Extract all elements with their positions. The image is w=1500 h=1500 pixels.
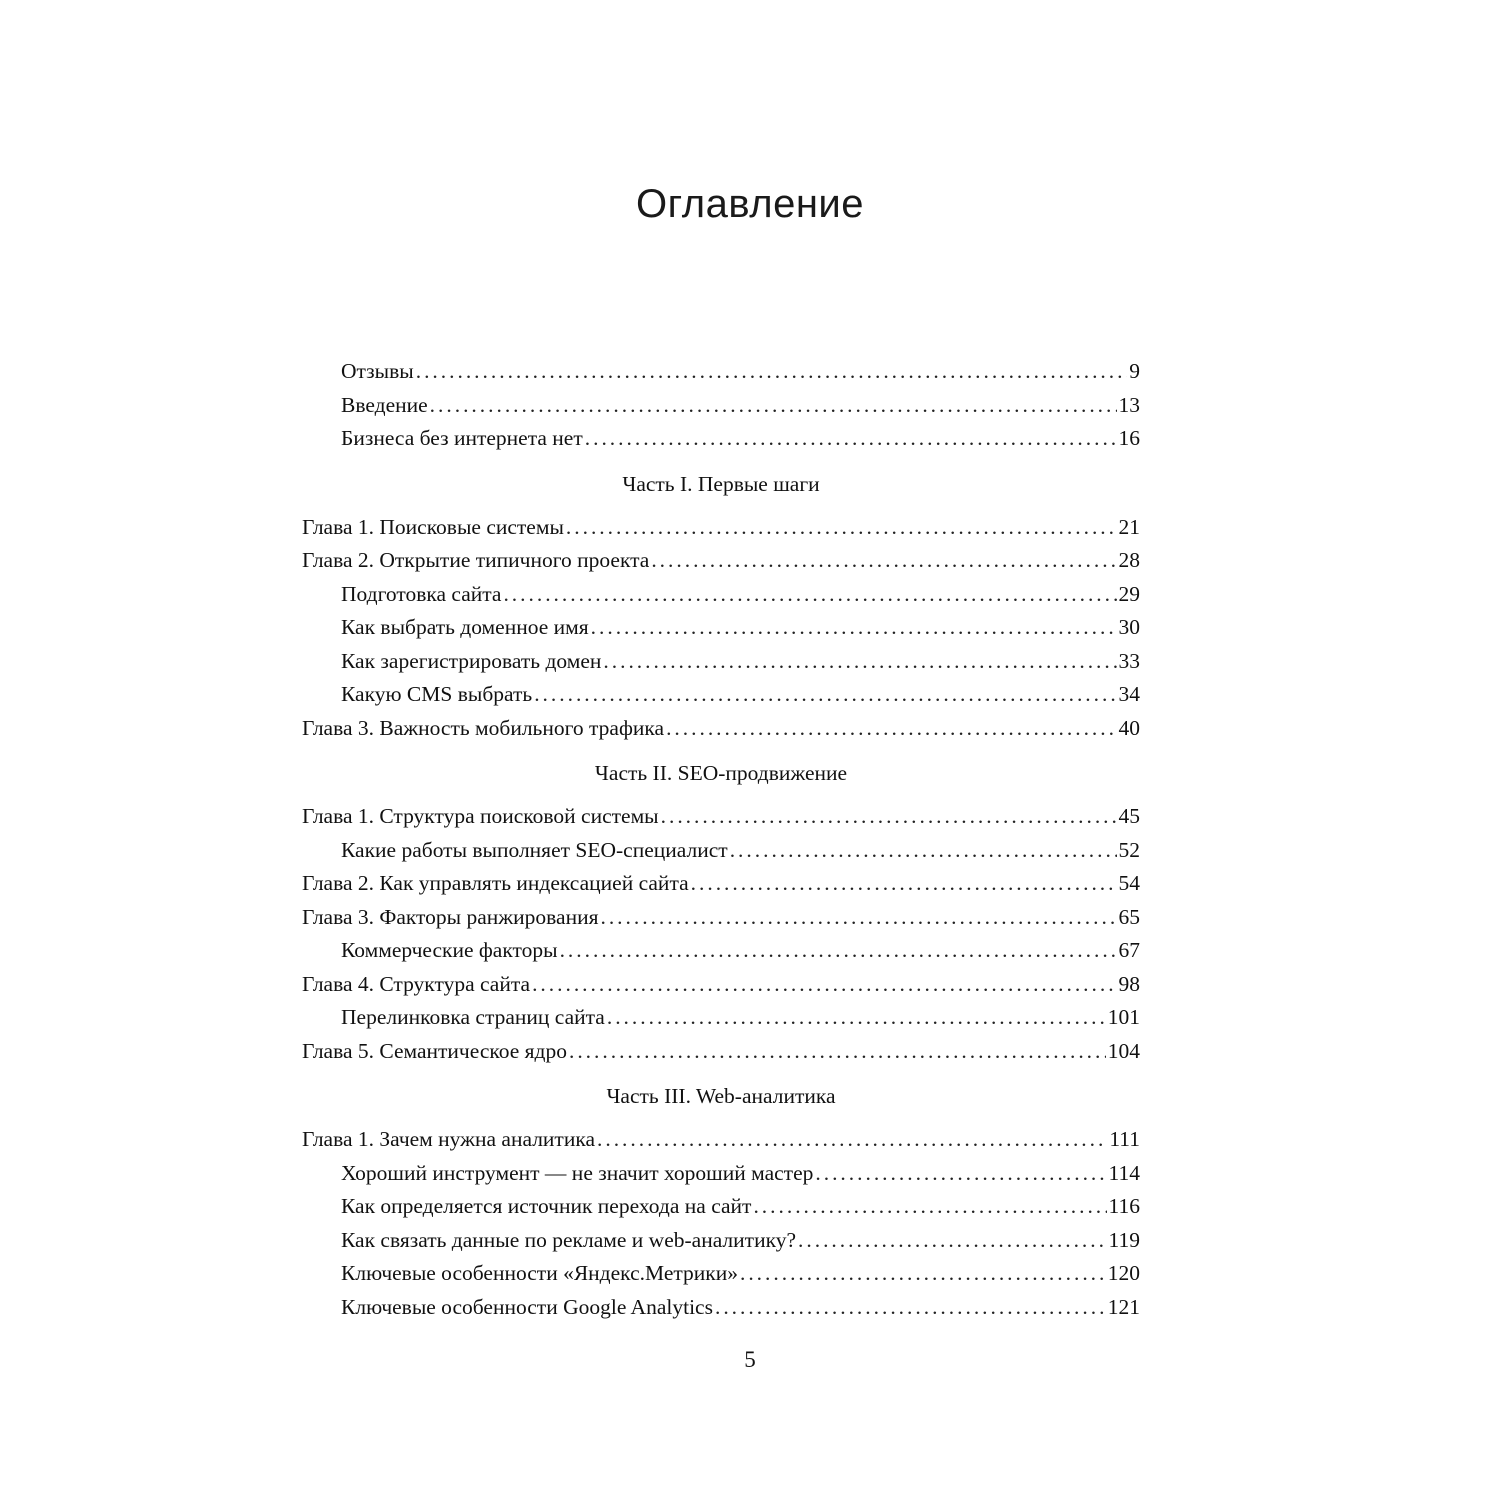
toc-entry-page: 33 [1118,648,1140,673]
toc-entry-title: Как связать данные по рекламе и web-аналитику? [341,1227,797,1252]
toc-entry [302,1190,1140,1224]
toc-entry-title: Перелинковка страниц сайта [341,1005,605,1029]
dot-leader [798,1224,1107,1258]
toc-entry [302,389,1140,423]
toc-entry-page: 54 [1118,871,1140,895]
dot-leader [503,578,1116,612]
toc-entry-title: Глава 1. Поисковые системы [302,514,564,539]
toc-entry-title: Бизнеса без интернета нет [341,426,583,450]
toc-entry-title: Ключевые особенности Google Analytics [341,1294,713,1319]
dot-leader [591,611,1117,645]
toc-entry-title: Как определяется источник перехода на сайт [341,1194,752,1218]
toc-entry-page: 28 [1118,548,1140,572]
dot-leader [715,1291,1106,1325]
toc-entry-page: 101 [1107,1005,1140,1029]
dot-leader [661,800,1117,834]
dot-leader [740,1257,1106,1291]
page-number: 5 [744,1347,756,1372]
toc-entry [302,1291,1140,1325]
dot-leader [560,934,1117,968]
page-title: Оглавление [635,182,864,226]
toc-entry-title: Глава 3. Факторы ранжирования [302,904,599,929]
toc-entry-title: Как зарегистрировать домен [341,648,602,673]
toc-entry-page: 13 [1118,392,1140,417]
toc-entry [302,645,1140,679]
dot-leader [607,1001,1106,1035]
dot-leader [600,901,1116,935]
toc-entry [302,934,1140,968]
toc-entry [302,1224,1140,1258]
toc-entry-title: Глава 1. Зачем нужна аналитика [302,1127,595,1151]
toc-entry [302,355,1140,389]
dot-leader [569,1035,1106,1069]
toc-entry-page: 119 [1108,1227,1140,1252]
toc-entry-title: Глава 5. Семантическое ядро [302,1038,567,1063]
toc-entry-title: Глава 3. Важность мобильного трафика [302,715,665,740]
dot-leader [534,678,1116,712]
toc-entry-title: Глава 2. Открытие типичного проекта [302,548,650,572]
toc-entry [302,678,1140,712]
toc-entry-title: Какую CMS выбрать [341,682,533,706]
toc-entry [302,1123,1140,1157]
toc-entry [302,1157,1140,1191]
toc-entry-title: Введение [341,392,428,417]
toc-entry-page: 120 [1107,1261,1140,1285]
toc-entry-page: 65 [1118,904,1140,929]
dot-leader [585,422,1117,456]
toc-entry-page: 121 [1107,1294,1140,1319]
toc-entry-page: 9 [1129,359,1140,383]
toc-entry-page: 98 [1118,971,1140,996]
toc-entry-page: 40 [1118,715,1140,740]
toc-entry-title: Как выбрать доменное имя [341,615,589,639]
toc-entry-title: Глава 1. Структура поисковой системы [302,804,659,828]
toc-entry-page: 29 [1118,581,1140,606]
toc-entry [302,968,1140,1002]
toc-entry-page: 30 [1118,615,1140,639]
toc-entry [302,578,1140,612]
dot-leader [730,834,1117,868]
toc-entry-title: Коммерческие факторы [341,938,558,962]
dot-leader [430,389,1117,423]
part-heading: Часть I. Первые шаги [622,471,820,496]
dot-leader [416,355,1128,389]
toc-entry-page: 67 [1118,938,1140,962]
toc-entry-title: Глава 4. Структура сайта [302,971,531,996]
dot-leader [753,1190,1106,1224]
toc-entry [302,834,1140,868]
toc-entry-page: 104 [1107,1038,1140,1063]
toc-entry-page: 21 [1118,514,1140,539]
toc-entry-title: Какие работы выполняет SEO-специалист [341,837,728,862]
toc-entry [302,867,1140,901]
dot-leader [597,1123,1107,1157]
toc-entry-title: Подготовка сайта [341,581,502,606]
toc-entry-page: 52 [1118,837,1140,862]
toc-entry-page: 116 [1108,1194,1140,1218]
toc-entry [302,422,1140,456]
toc-entry [302,901,1140,935]
toc-entry [302,1257,1140,1291]
toc-entry [302,611,1140,645]
dot-leader [666,712,1116,746]
toc-entry-page: 114 [1108,1160,1140,1185]
toc-entry-page: 111 [1109,1127,1140,1151]
toc-entry-title: Хороший инструмент — не значит хороший мастер [341,1160,814,1185]
dot-leader [651,544,1116,578]
part-heading: Часть III. Web-аналитика [606,1084,836,1108]
toc-entry [302,544,1140,578]
toc-entry-page: 45 [1118,804,1140,828]
dot-leader [815,1157,1106,1191]
dot-leader [566,511,1117,545]
toc-entry [302,800,1140,834]
toc-entry [302,1035,1140,1069]
part-heading: Часть II. SEO-продвижение [594,761,848,785]
toc-entry [302,511,1140,545]
toc-entry [302,712,1140,746]
toc-entry-title: Ключевые особенности «Яндекс.Метрики» [341,1261,738,1285]
dot-leader [532,968,1116,1002]
toc-entry [302,1001,1140,1035]
dot-leader [691,867,1117,901]
toc-entry-title: Отзывы [341,359,414,383]
toc-entry-page: 34 [1118,682,1140,706]
toc-entry-page: 16 [1118,426,1140,450]
dot-leader [603,645,1116,679]
table-of-contents [302,355,1140,1324]
toc-entry-title: Глава 2. Как управлять индексацией сайта [302,871,689,895]
